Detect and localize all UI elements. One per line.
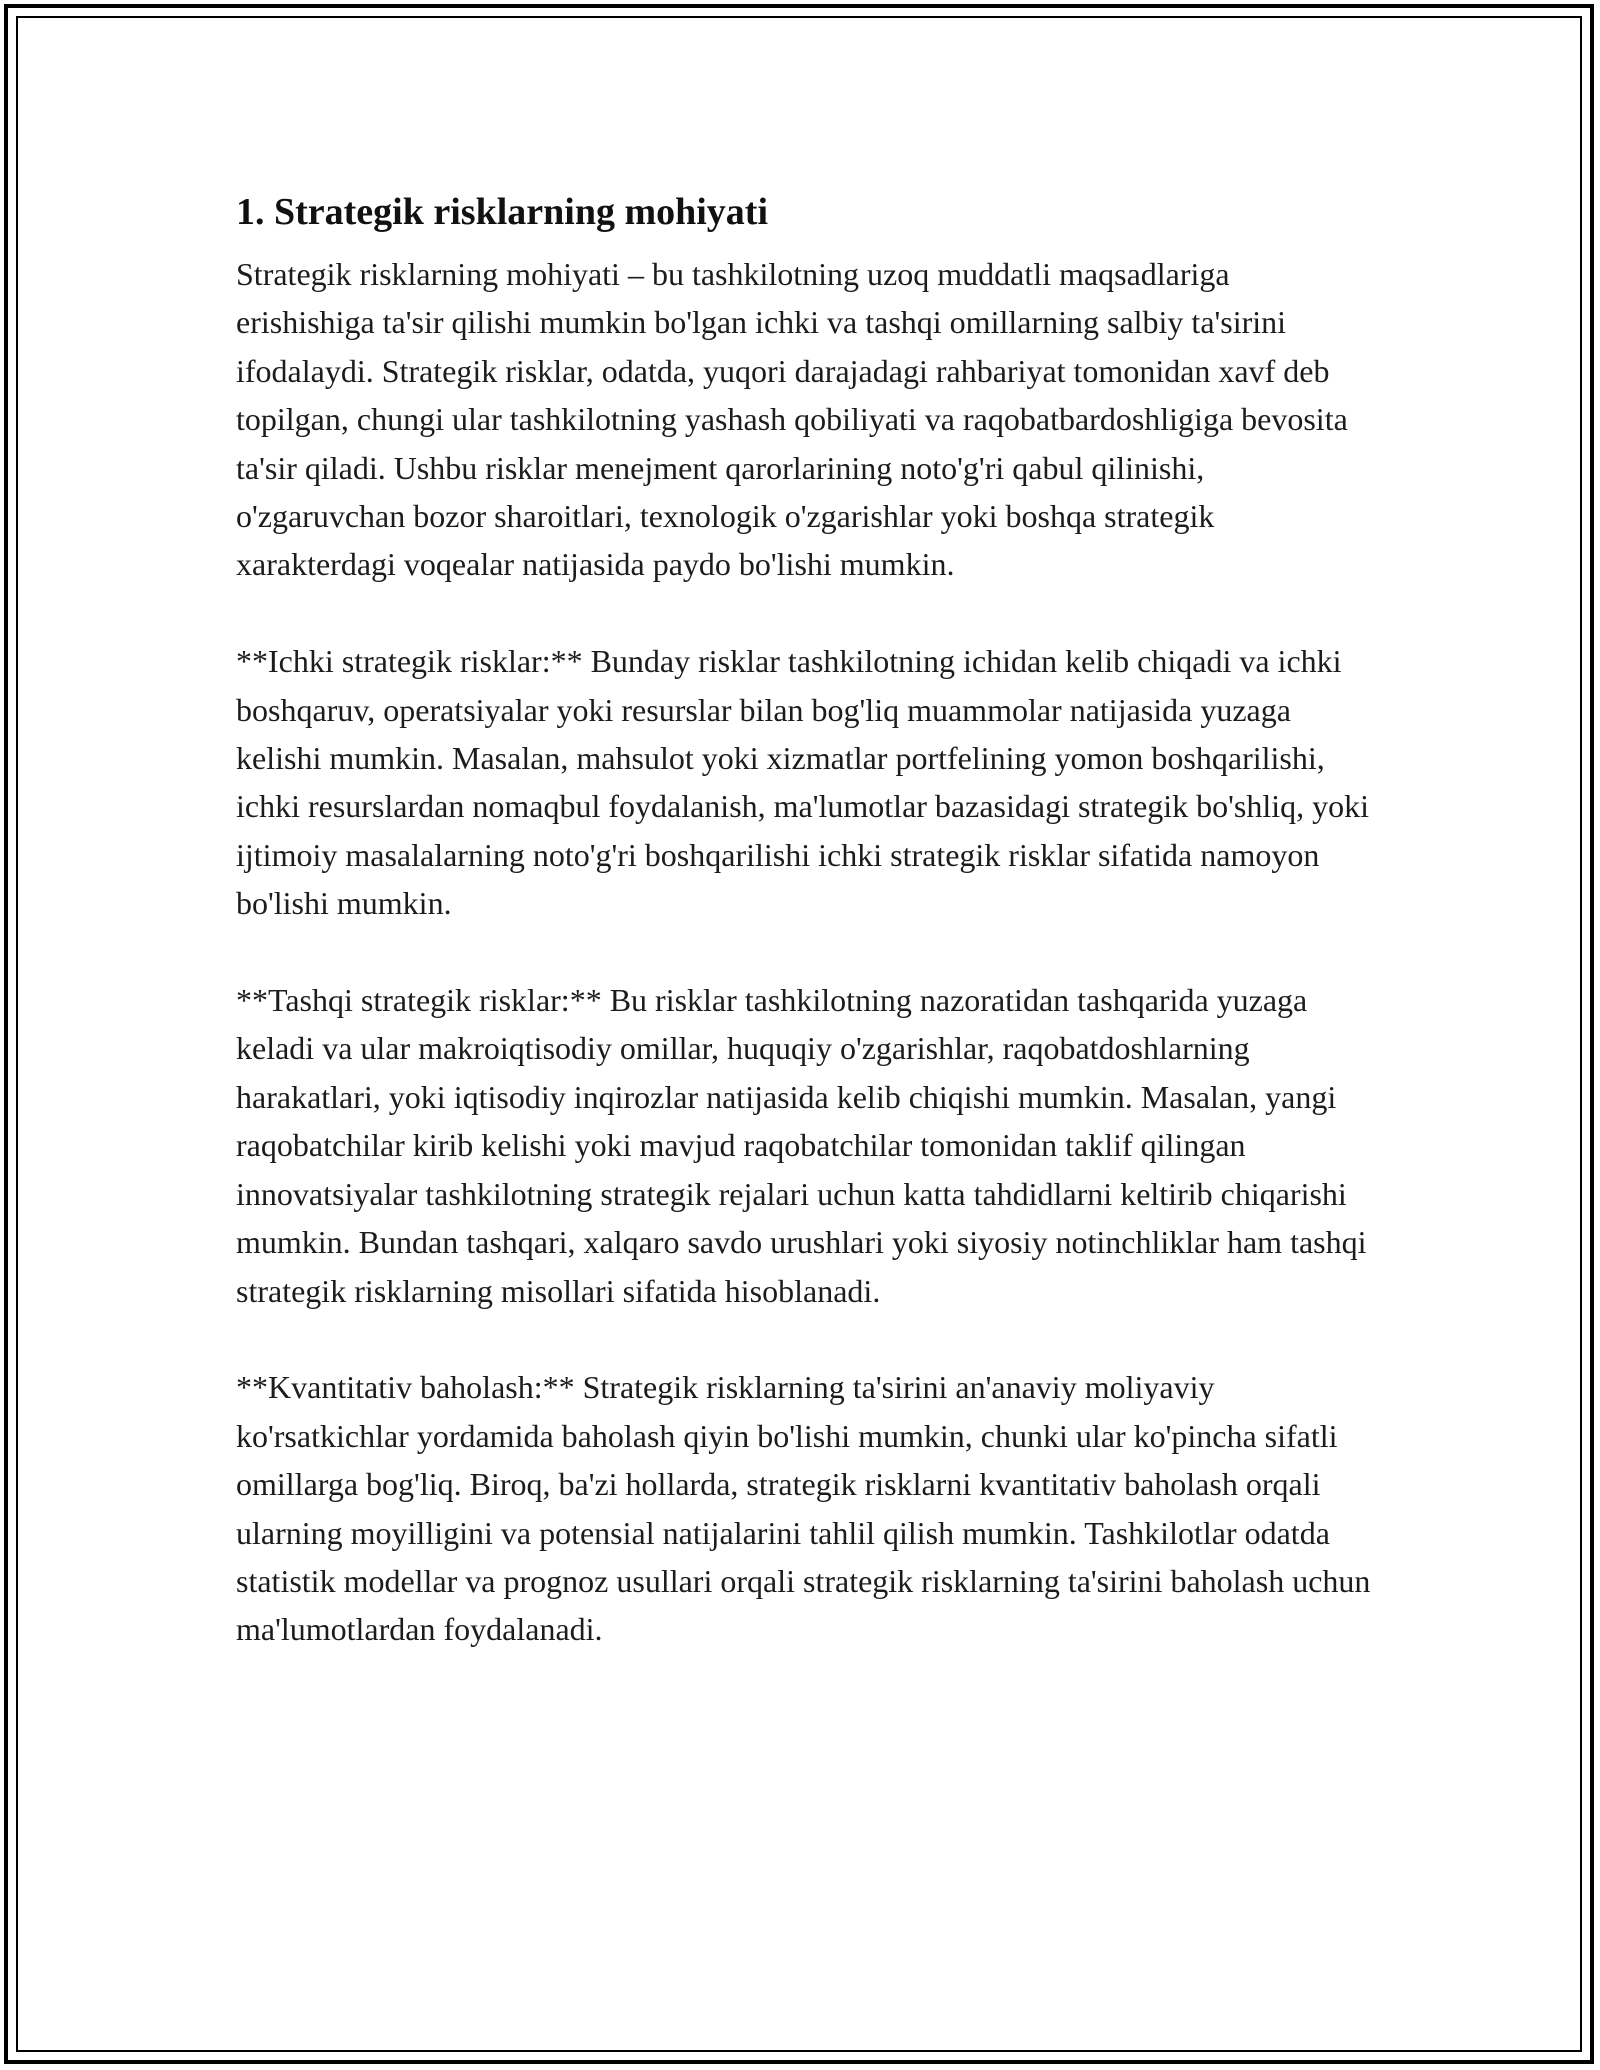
paragraph-external-risks: **Tashqi strategik risklar:** Bu risklar tashkilotning nazoratidan tashqarida yuzaga keladi va ular makroiqtisodiy omillar, huquqiy o'zgarishlar, raqobatdoshlarning harakatlari, yoki iqtisodiy inqirozlar natijasida kelib chiqishi mumkin. Masalan, yangi raqobatchilar kirib kelishi yoki mavjud raqobatchilar tomonidan taklif qilingan innovatsiyalar tashkilotning strategik rejalari uchun katta tahdidlarni keltirib chiqarishi mumkin. Bundan tashqari, xalqaro savdo urushlari yoki siyosiy notinchliklar ham tashqi strategik risklarning misollari sifatida hisoblanadi.	[236, 982, 1367, 1309]
section-heading: 1. Strategik risklarning mohiyati	[236, 191, 769, 233]
paragraph-quantitative-assessment: **Kvantitativ baholash:** Strategik risklarning ta'sirini an'anaviy moliyaviy ko'rsatkichlar yordamida baholash qiyin bo'lishi mumkin, chunki ular ko'pincha sifatli omillarga bog'liq. Biroq, ba'zi hollarda, strategik risklarni kvantitativ baholash orqali ularning moyilligini va potensial natijalarini tahlil qilish mumkin. Tashkilotlar odatda statistik modellar va prognoz usullari orqali strategik risklarning ta'sirini baholash uchun ma'lumotlardan foydalanadi.	[236, 1369, 1371, 1648]
paragraph-internal-risks: **Ichki strategik risklar:** Bunday risklar tashkilotning ichidan kelib chiqadi va ichki boshqaruv, operatsiyalar yoki resurslar bilan bog'liq muammolar natijasida yuzaga kelishi mumkin. Masalan, mahsulot yoki xizmatlar portfelining yomon boshqarilishi, ichki resurslardan nomaqbul foydalanish, ma'lumotlar bazasidagi strategik bo'shliq, yoki ijtimoiy masalalarning noto'g'ri boshqarilishi ichki strategik risklar sifatida namoyon bo'lishi mumkin.	[236, 643, 1370, 922]
document-body	[236, 186, 1376, 1702]
paragraph-intro: Strategik risklarning mohiyati – bu tashkilotning uzoq muddatli maqsadlariga erishishiga ta'sir qilishi mumkin bo'lgan ichki va tashqi omillarning salbiy ta'sirini ifodalaydi. Strategik risklar, odatda, yuqori darajadagi rahbariyat tomonidan xavf deb topilgan, chungi ular tashkilotning yashash qobiliyati va raqobatbardoshligiga bevosita ta'sir qiladi. Ushbu risklar menejment qarorlarining noto'g'ri qabul qilinishi, o'zgaruvchan bozor sharoitlari, texnologik o'zgarishlar yoki boshqa strategik xarakterdagi voqealar natijasida paydo bo'lishi mumkin.	[236, 256, 1348, 583]
